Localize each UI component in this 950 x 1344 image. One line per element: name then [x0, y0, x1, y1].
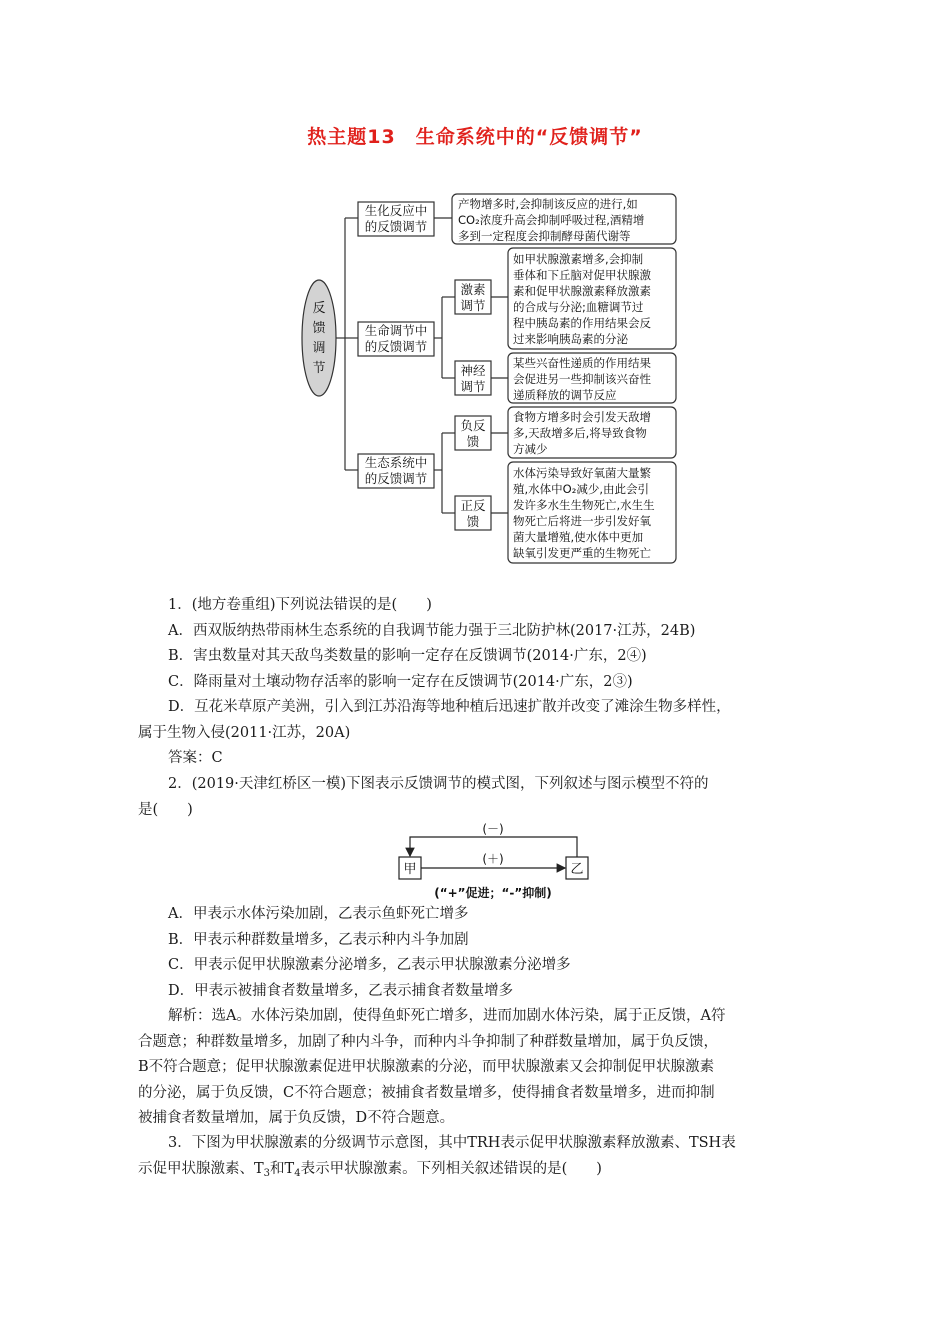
- branch3-label-1: 生态系统中: [364, 455, 428, 470]
- q3-line1: 3．下图为甲状腺激素的分级调节示意图，其中TRH表示促甲状腺激素释放激素、TSH表: [168, 1135, 736, 1151]
- hormone-label-2: 调节: [460, 298, 486, 313]
- positive-desc-5: 菌大量增殖,使水体中更加: [513, 530, 644, 544]
- minus-label: (－): [482, 822, 504, 836]
- positive-desc-4: 物死亡后将进一步引发好氧: [513, 514, 651, 528]
- hormone-desc-1: 如甲状腺激素增多,会抑制: [513, 252, 644, 266]
- q1-option-d-line2: 属于生物入侵(2011·江苏，20A): [138, 724, 351, 741]
- feedback-concept-diagram: [0, 0, 950, 600]
- root-char-3: 调: [312, 341, 326, 356]
- question-3: [138, 1131, 818, 1186]
- page-title: 热主题13 生命系统中的“反馈调节”: [307, 126, 643, 148]
- q2-stem-line2: 是( ): [138, 801, 193, 818]
- yi-label: 乙: [570, 862, 584, 877]
- q2-explanation-1: 解析：选A。水体污染加剧，使得鱼虾死亡增多，进而加剧水体污染，属于正反馈，A符: [168, 1008, 726, 1024]
- q1-stem: 1．(地方卷重组)下列说法错误的是( ): [168, 597, 432, 613]
- branch1-label-2: 的反馈调节: [364, 219, 428, 234]
- positive-desc-6: 缺氧引发更严重的生物死亡: [513, 546, 651, 560]
- branch3-label-2: 的反馈调节: [364, 471, 428, 486]
- positive-label-1: 正反: [460, 498, 486, 513]
- q1-option-b: B．害虫数量对其天敌鸟类数量的影响一定存在反馈调节(2014·广东，2④): [168, 648, 647, 664]
- hormone-desc-3: 素和促甲状腺激素释放激素: [513, 284, 651, 298]
- branch1-desc-1: 产物增多时,会抑制该反应的进行,如: [458, 197, 638, 211]
- branch2-label-1: 生命调节中: [364, 323, 428, 338]
- negative-label-2: 馈: [466, 434, 480, 449]
- root-ellipse: [302, 280, 336, 396]
- root-char-4: 节: [312, 361, 326, 376]
- feedback-model-figure: [0, 815, 950, 915]
- plus-label: (＋): [482, 852, 504, 866]
- root-char-1: 反: [312, 301, 326, 316]
- figure-caption: (“+”促进；“-”抑制): [434, 886, 552, 900]
- negative-desc-2: 多,天敌增多后,将导致食物: [513, 426, 647, 440]
- branch1-desc-3: 多到一定程度会抑制酵母菌代谢等: [458, 229, 631, 243]
- hormone-label-1: 激素: [460, 282, 486, 297]
- hormone-desc-6: 过来影响胰岛素的分泌: [513, 332, 628, 346]
- q2-explanation-2: 合题意；种群数量增多，加剧了种内斗争，而种内斗争抑制了种群数量增加，属于负反馈，: [138, 1033, 718, 1050]
- nerve-desc-2: 会促进另一些抑制该兴奋性: [513, 372, 651, 386]
- q2-explanation-3: B不符合题意；促甲状腺激素促进甲状腺激素的分泌，而甲状腺激素又会抑制促甲状腺激素: [138, 1059, 715, 1075]
- positive-label-2: 馈: [466, 514, 480, 529]
- hormone-desc-4: 的合成与分泌;血糖调节过: [513, 300, 644, 314]
- q2-stem-line1: 2．(2019·天津红桥区一模)下图表示反馈调节的模式图，下列叙述与图示模型不符的: [168, 776, 709, 792]
- nerve-desc-3: 递质释放的调节反应: [513, 388, 617, 402]
- q1-answer: 答案：C: [168, 750, 223, 766]
- positive-desc-3: 发许多水生生物死亡,水生生: [513, 498, 655, 512]
- q2-explanation-5: 被捕食者数量增加，属于负反馈，D不符合题意。: [138, 1110, 455, 1126]
- jia-label: 甲: [403, 862, 417, 877]
- negative-desc-3: 方减少: [513, 442, 548, 456]
- negative-label-1: 负反: [460, 418, 486, 433]
- q2-option-c: C．甲表示促甲状腺激素分泌增多，乙表示甲状腺激素分泌增多: [168, 957, 571, 973]
- branch1-desc-2: CO₂浓度升高会抑制呼吸过程,酒精增: [458, 213, 645, 227]
- negative-desc-1: 食物方增多时会引发天敌增: [513, 410, 651, 424]
- root-char-2: 馈: [312, 321, 326, 336]
- nerve-desc-1: 某些兴奋性递质的作用结果: [513, 356, 651, 370]
- question-1: [138, 593, 818, 772]
- q2-option-a: A．甲表示水体污染加剧，乙表示鱼虾死亡增多: [168, 906, 469, 922]
- positive-desc-1: 水体污染导致好氧菌大量繁: [513, 466, 651, 480]
- nerve-label-2: 调节: [460, 379, 486, 394]
- q3-line2: 示促甲状腺激素、$T_3$和$T_4$表示甲状腺激素。下列相关叙述错误的是( ): [138, 1160, 602, 1179]
- q1-option-a: A．西双版纳热带雨林生态系统的自我调节能力强于三北防护林(2017·江苏，24B): [168, 622, 696, 639]
- branch1-label-1: 生化反应中: [364, 203, 428, 218]
- q2-option-b: B．甲表示种群数量增多，乙表示种内斗争加剧: [168, 931, 469, 948]
- branch2-label-2: 的反馈调节: [364, 339, 428, 354]
- hormone-desc-5: 程中胰岛素的作用结果会反: [513, 316, 651, 330]
- q1-option-d-line1: D．互花米草原产美洲，引入到江苏沿海等地种植后迅速扩散并改变了滩涂生物多样性，: [168, 699, 731, 715]
- nerve-label-1: 神经: [460, 363, 486, 378]
- hormone-desc-2: 垂体和下丘脑对促甲状腺激: [513, 268, 651, 282]
- q2-explanation-4: 的分泌，属于负反馈，C不符合题意；被捕食者数量增多，使得捕食者数量增多，进而抑制: [138, 1084, 715, 1101]
- question-2-body: [138, 902, 818, 1132]
- q2-option-d: D．甲表示被捕食者数量增多，乙表示捕食者数量增多: [168, 982, 514, 999]
- q1-option-c: C．降雨量对土壤动物存活率的影响一定存在反馈调节(2014·广东，2③): [168, 673, 633, 690]
- positive-desc-2: 殖,水体中O₂减少,由此会引: [513, 482, 649, 496]
